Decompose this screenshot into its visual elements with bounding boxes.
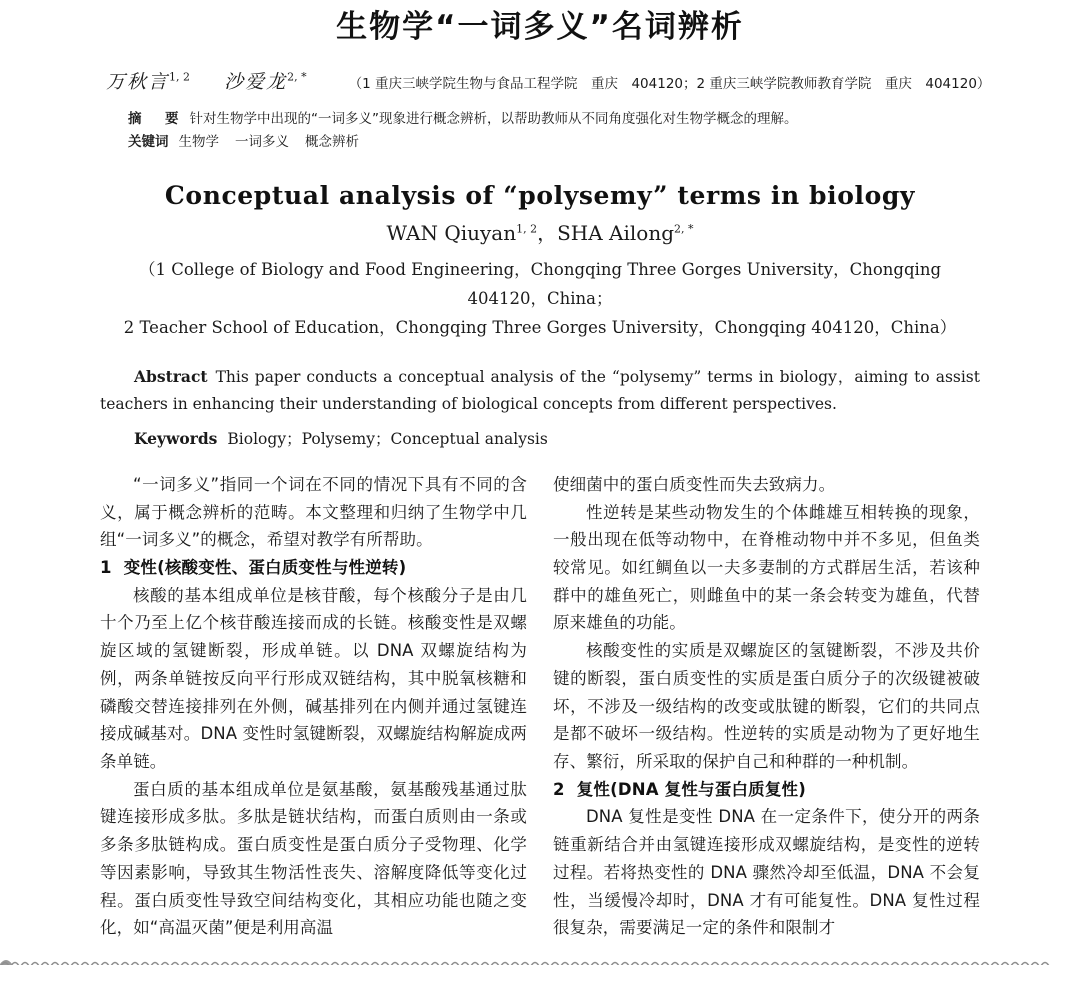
authors-cn [106, 67, 333, 94]
author-en-1-sup: 1, 2 [516, 222, 538, 236]
author-cn-1 [106, 71, 190, 93]
abstract-cn-label: 摘 要 [128, 110, 184, 127]
section-number: 1 [100, 557, 112, 577]
abstract-en-text: This paper conducts a conceptual analysis of the “polysemy” terms in biology，aiming to assist teachers in enhancing their understanding of biological concepts from different perspectives. [100, 367, 980, 414]
page-title: 生物学“一词多义”名词辨析 [336, 9, 744, 45]
body-columns [100, 471, 980, 991]
paragraph: 蛋白质的基本组成单位是氨基酸，氨基酸残基通过肽键连接形成多肽。多肽是链状结构，而蛋白质则由一条或多条多肽链构成。蛋白质变性是蛋白质分子受物理、化学等因素影响，导致其生物活性丧失、溶解度降低等变化过程。蛋白质变性导致空间结构变化，其相应功能也随之变化，如“高温灭菌”便是利用高温 [100, 779, 527, 938]
paragraph-continuation: 使细菌中的蛋白质变性而失去致病力。 [553, 474, 836, 494]
authors-en-separator: ， [537, 221, 558, 245]
keyword-cn-2: 一词多义 [235, 134, 289, 151]
author-cn-1-sup: 1, 2 [169, 70, 191, 84]
abstract-en-block [100, 363, 980, 419]
section-number: 2 [553, 779, 565, 799]
author-cn-1-name: 万秋言 [106, 70, 170, 93]
author-en-1-name: WAN Qiuyan [386, 221, 517, 245]
keywords-cn-label: 关键词 [128, 134, 169, 151]
page-title-en: Conceptual analysis of “polysemy” terms in biology [164, 181, 916, 210]
author-en-2-sup: 2, * [674, 222, 694, 236]
column-right [553, 471, 980, 991]
keyword-cn-3: 概念辨析 [305, 134, 359, 151]
author-cn-2-name: 沙爱龙 [224, 70, 288, 93]
section-heading-2 [553, 776, 980, 804]
author-cn-2 [224, 71, 307, 93]
abstract-cn-line [128, 108, 980, 132]
abstract-cn-block [100, 108, 980, 155]
keywords-en-label: Keywords [134, 428, 218, 448]
authors-en [100, 217, 980, 246]
abstract-cn-text: 针对生物学中出现的“一词多义”现象进行概念辨析，以帮助教师从不同角度强化对生物学概念的理解。 [189, 110, 798, 127]
keywords-en-text: Biology；Polysemy；Conceptual analysis [227, 429, 548, 448]
author-en-2-name: SHA Ailong [557, 221, 675, 245]
keyword-cn-1: 生物学 [178, 134, 219, 151]
author-cn-2-sup: 2, * [287, 70, 307, 84]
affiliation-en-line-2: 2 Teacher School of Education，Chongqing Three Gorges University，Chongqing 404120，China） [123, 317, 957, 337]
abstract-en-label: Abstract [134, 366, 208, 386]
section-heading-1 [100, 554, 527, 582]
paragraph: DNA 复性是变性 DNA 在一定条件下，使分开的两条链重新结合并由氢键连接形成双螺旋结构，是变性的逆转过程。若将热变性的 DNA 骤然冷却至低温，DNA 不会复性，当缓慢冷却时，DNA 才有可能复性。DNA 复性过程很复杂，需要满足一定的条件和限制才 [553, 807, 980, 938]
paragraph: 性逆转是某些动物发生的个体雌雄互相转换的现象，一般出现在低等动物中，在脊椎动物中并不多见，但鱼类较常见。如红鲷鱼以一夫多妻制的方式群居生活，若该种群中的雄鱼死亡，则雌鱼中的某一条会转变为雄鱼，代替原来雄鱼的功能。 [553, 502, 980, 633]
paragraph: 核酸变性的实质是双螺旋区的氢键断裂，不涉及共价键的断裂，蛋白质变性的实质是蛋白质分子的次级键被破坏，不涉及一级结构的改变或肽键的断裂，它们的共同点是都不破坏一级结构。性逆转的实质是动物为了更好地生存、繁衍，所采取的保护自己和种群的一种机制。 [553, 641, 980, 771]
section-title: 复性(DNA 复性与蛋白质复性) [576, 779, 806, 799]
keywords-cn-line [128, 131, 980, 155]
paragraph: “一词多义”指同一个词在不同的情况下具有不同的含义，属于概念辨析的范畴。本文整理和归纳了生物学中几组“一词多义”的概念，希望对教学有所帮助。 [100, 474, 527, 550]
paragraph: 核酸的基本组成单位是核苷酸，每个核酸分子是由几十个乃至上亿个核苷酸连接而成的长链。核酸变性是双螺旋区域的氢键断裂，形成单链。以 DNA 双螺旋结构为例，两条单链按反向平行形成双链结构，其中脱氧核糖和磷酸交替连接排列在外侧，碱基排列在内侧并通过氢键连接成碱基对。DNA 变性时氢键断裂，双螺旋结构解旋成两条单链。 [100, 585, 527, 771]
affiliation-en-line-1: （1 College of Biology and Food Engineering，Chongqing Three Gorges University，Chongqing 404120，China； [138, 260, 942, 308]
column-left [100, 471, 527, 991]
section-title: 变性(核酸变性、蛋白质变性与性逆转) [123, 557, 407, 577]
affiliation-cn: （1 重庆三峡学院生物与食品工程学院 重庆 404120；2 重庆三峡学院教师教育学院 重庆 404120） [348, 75, 991, 92]
affiliation-en [100, 256, 980, 343]
keywords-en-line [100, 427, 980, 449]
byline-row [100, 67, 991, 94]
abstract-en-line [100, 363, 980, 419]
